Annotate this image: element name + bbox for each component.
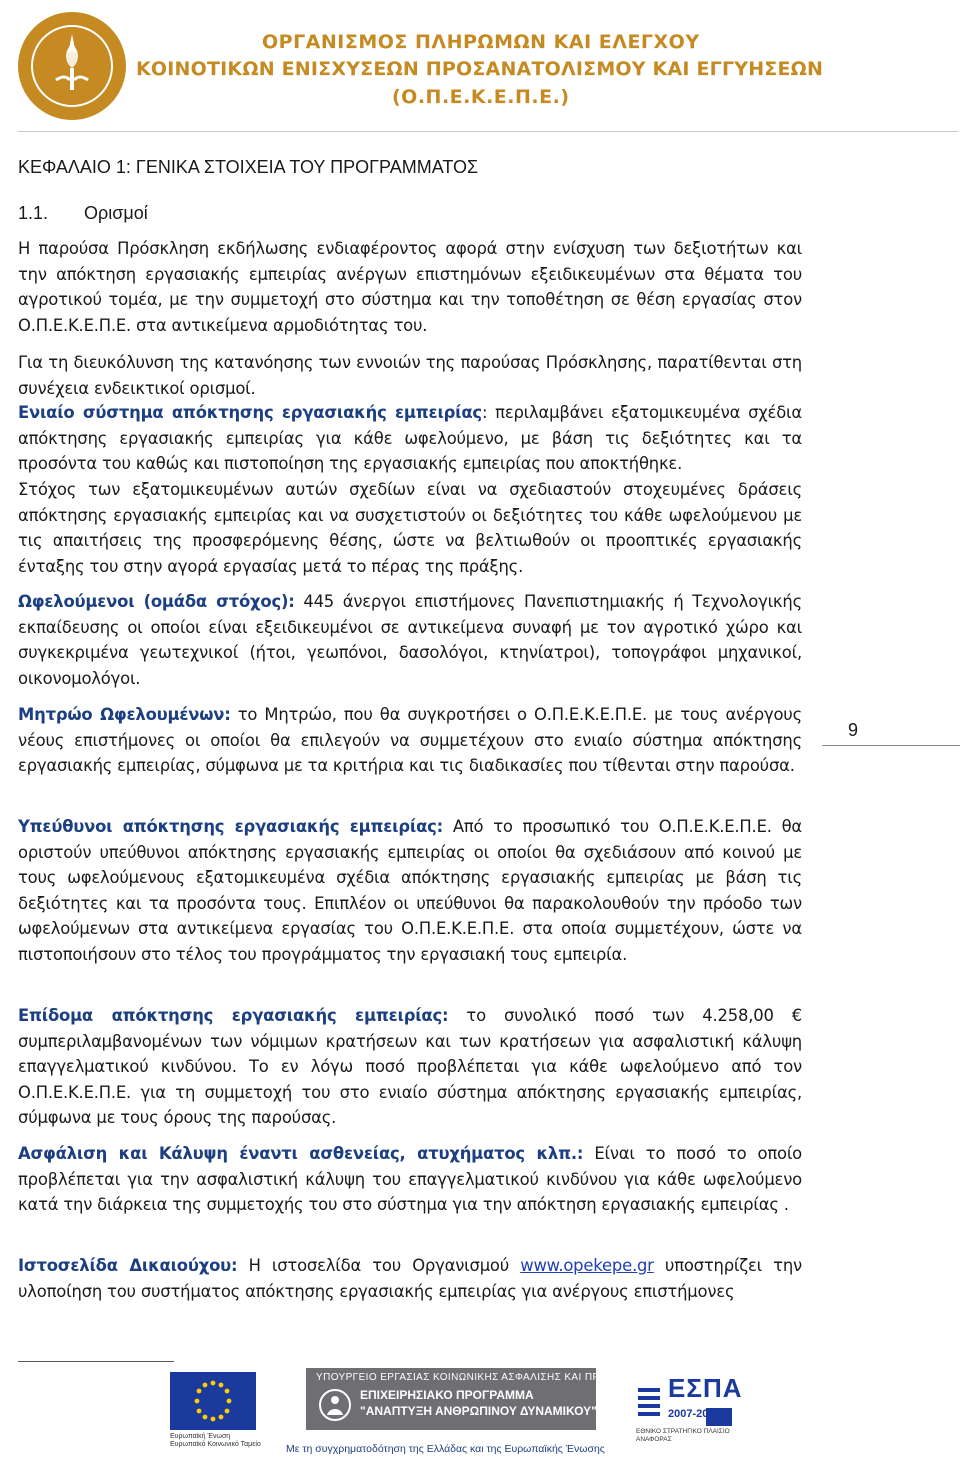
page-number-rule bbox=[822, 745, 960, 746]
eu-caption: Ευρωπαϊκή Ένωση Ευρωπαϊκό Κοινωνικό Ταμείο bbox=[170, 1433, 261, 1448]
definition-text: Είναι το ποσό το οποίο προβλέπεται για την ασφαλιστική κάλυψη του επαγγελματικού κινδύνου για κάθε ωφελούμενο κατά την διάρκεια της συμμετοχής του στο σύστημα για την απόκτηση εργασιακής εμπειρίας . bbox=[18, 1144, 802, 1214]
website-link[interactable]: www.opekepe.gr bbox=[520, 1256, 654, 1275]
ministry-name: ΥΠΟΥΡΓΕΙΟ ΕΡΓΑΣΙΑΣ ΚΟΙΝΩΝΙΚΗΣ ΑΣΦΑΛΙΣΗΣ ΚΑΙ ΠΡΟΝΟΙΑΣ bbox=[316, 1372, 641, 1383]
footer-divider bbox=[18, 1361, 174, 1362]
header-divider bbox=[18, 131, 958, 132]
definition-term: Υπεύθυνοι απόκτησης εργασιακής εμπειρίας: bbox=[18, 817, 444, 836]
page-header bbox=[0, 0, 960, 132]
eu-flag-icon bbox=[170, 1372, 256, 1430]
definition-term: Ασφάλιση και Κάλυψη έναντι ασθενείας, ατυχήματος κλπ.: bbox=[18, 1144, 584, 1163]
org-name-line-1: ΟΡΓΑΝΙΣΜΟΣ ΠΛΗΡΩΜΩΝ ΚΑΙ ΕΛΕΓΧΟΥ bbox=[262, 31, 700, 53]
definition-term: Μητρώο Ωφελουμένων: bbox=[18, 705, 231, 724]
definition-term: Ενιαίο σύστημα απόκτησης εργασιακής εμπειρίας bbox=[18, 403, 482, 422]
definition-text: το Μητρώο, που θα συγκροτήσει ο Ο.Π.Ε.Κ.Ε.Π.Ε. με τους ανέργους νέους επιστήμονες οι οποίοι θα επιλεγούν να συμμετέχουν στο ενιαίο σύστημα απόκτησης εργασιακής εμπειρίας, σύμφωνα με τα κριτήρια και τις διαδικασίες που τίθενται στην παρούσα. bbox=[18, 705, 802, 775]
org-acronym: (Ο.Π.Ε.Κ.Ε.Π.Ε.) bbox=[392, 86, 570, 108]
definition-text: 445 άνεργοι επιστήμονες Πανεπιστημιακής ή Τεχνολογικής εκπαίδευσης οι οποίοι είναι εξειδικευμένοι σε αντικείμενα συναφή με τον αγροτικό χώρο και συγκεκριμένα γεωτεχνικοί (ήτοι, γεωπόνοι, δασολόγοι, κτηνίατροι), τοπογράφοι μηχανικοί, οικονομολόγοι. bbox=[18, 592, 802, 688]
program-name: "ΑΝΑΠΤΥΞΗ ΑΝΘΡΩΠΙΝΟΥ ΔΥΝΑΜΙΚΟΥ" bbox=[360, 1404, 597, 1418]
section-title: Ορισμοί bbox=[84, 203, 148, 223]
espa-caption: ΕΘΝΙΚΟ ΣΤΡΑΤΗΓΙΚΟ ΠΛΑΙΣΙΟ ΑΝΑΦΟΡΑΣ bbox=[636, 1428, 730, 1443]
definition-beneficiaries bbox=[18, 589, 802, 691]
operational-program-banner bbox=[306, 1368, 641, 1430]
definition-website bbox=[18, 1253, 802, 1304]
section-heading bbox=[18, 203, 148, 224]
intro-paragraph: Η παρούσα Πρόσκληση εκδήλωσης ενδιαφέροντος αφορά στην ενίσχυση των δεξιοτήτων και την απόκτηση εργασιακής εμπειρίας ανέργων επιστημόνων εξειδικευμένων στα θέματα του αγροτικού τομέα, με την συμμετοχή στο σύστημα και την τοποθέτηση σε θέση εργασίας στον Ο.Π.Ε.Κ.Ε.Π.Ε. στα αντικείμενα αρμοδιότητας του. bbox=[18, 239, 802, 335]
goal-paragraph: Στόχος των εξατομικευμένων αυτών σχεδίων είναι να σχεδιαστούν στοχευμένες δράσεις απόκτησης εργασιακής εμπειρίας και να συσχετιστούν οι δεξιότητες του κάθε ωφελούμενου με τις απαιτήσεις της προσφερόμενης θέσης, ώστε να βελτιωθούν οι προοπτικές εργασιακής ένταξης του στην αγορά εργασίας μετά το πέρας της πράξης. bbox=[18, 480, 802, 576]
section-number: 1.1. bbox=[18, 203, 49, 223]
definition-term: Επίδομα απόκτησης εργασιακής εμπειρίας: bbox=[18, 1006, 449, 1025]
definition-text: το συνολικό ποσό των 4.258,00 € συμπεριλαμβανομένων των νόμιμων κρατήσεων και των κρατήσεων για ασφαλιστική κάλυψη επαγγελματικού κινδύνου. Το εν λόγω ποσό προβλέπεται για κάθε ωφελούμενο από τον Ο.Π.Ε.Κ.Ε.Π.Ε. για τη συμμετοχή του στο ενιαίο σύστημα απόκτησης εργασιακής εμπειρίας, σύμφωνα με τους όρους της παρούσας. bbox=[18, 1006, 802, 1127]
opekepe-logo-icon bbox=[16, 10, 128, 122]
definition-insurance bbox=[18, 1141, 802, 1218]
facilitation-paragraph: Για τη διευκόλυνση της κατανόησης των εννοιών της παρούσας Πρόσκλησης, παρατίθενται στη συνέχεια ενδεικτικοί ορισμοί. bbox=[18, 353, 802, 398]
definition-term: Ωφελούμενοι (ομάδα στόχος): bbox=[18, 592, 295, 611]
org-name-line-2: ΚΟΙΝΟΤΙΚΩΝ ΕΝΙΣΧΥΣΕΩΝ ΠΡΟΣΑΝΑΤΟΛΙΣΜΟΥ ΚΑΙ ΕΓΓΥΗΣΕΩΝ bbox=[136, 58, 824, 80]
definition-unified-system bbox=[18, 400, 802, 477]
program-emblem-icon bbox=[318, 1388, 352, 1422]
chapter-title: ΚΕΦΑΛΑΙΟ 1: ΓΕΝΙΚΑ ΣΤΟΙΧΕΙΑ ΤΟΥ ΠΡΟΓΡΑΜΜΑΤΟΣ bbox=[18, 157, 479, 177]
espa-years: 2007-2013 bbox=[668, 1408, 721, 1420]
definition-text: : περιλαμβάνει εξατομικευμένα σχέδια απόκτησης εργασιακής εμπειρίας για κάθε ωφελούμενο, με βάση τις δεξιότητες και τα προσόντα του καθώς και πιστοποίηση της εργασιακής εμπειρίας που αποκτήθηκε. bbox=[18, 403, 802, 473]
definition-responsible bbox=[18, 814, 802, 967]
definition-text: Η ιστοσελίδα του Οργανισμού bbox=[237, 1256, 521, 1275]
definition-allowance bbox=[18, 1003, 802, 1131]
definition-term: Ιστοσελίδα Δικαιούχου: bbox=[18, 1256, 238, 1275]
program-label: ΕΠΙΧΕΙΡΗΣΙΑΚΟ ΠΡΟΓΡΑΜΜΑ bbox=[360, 1388, 534, 1402]
definition-text: υποστηρίζει την υλοποίηση του συστήματος απόκτησης εργασιακής εμπειρίας για ανέργους επιστήμονες bbox=[18, 1256, 802, 1301]
page-number: 9 bbox=[848, 720, 859, 740]
cofunding-caption: Με τη συγχρηματοδότηση της Ελλάδας και της Ευρωπαϊκής Ένωσης bbox=[286, 1443, 605, 1455]
definition-registry bbox=[18, 702, 802, 779]
definition-text: Από το προσωπικό του Ο.Π.Ε.Κ.Ε.Π.Ε. θα οριστούν υπεύθυνοι απόκτησης εργασιακής εμπειρίας οι οποίοι θα σχεδιάσουν από κοινού με τους ωφελούμενους εξατομικευμένα σχέδια απόκτησης εργασιακής εμπειρίας με βάση τις δεξιότητες και τα προσόντα τους. Επιπλέον οι υπεύθυνοι θα παρακολουθούν την πρόοδο των ωφελούμενων στα αντικείμενα εργασίας του Ο.Π.Ε.Κ.Ε.Π.Ε. στα οποία συμμετέχουν, ώστε να πιστοποιήσουν στο τέλος του προγράμματος την εργασιακή τους εμπειρία. bbox=[18, 817, 802, 964]
espa-title: ΕΣΠΑ bbox=[668, 1373, 743, 1403]
